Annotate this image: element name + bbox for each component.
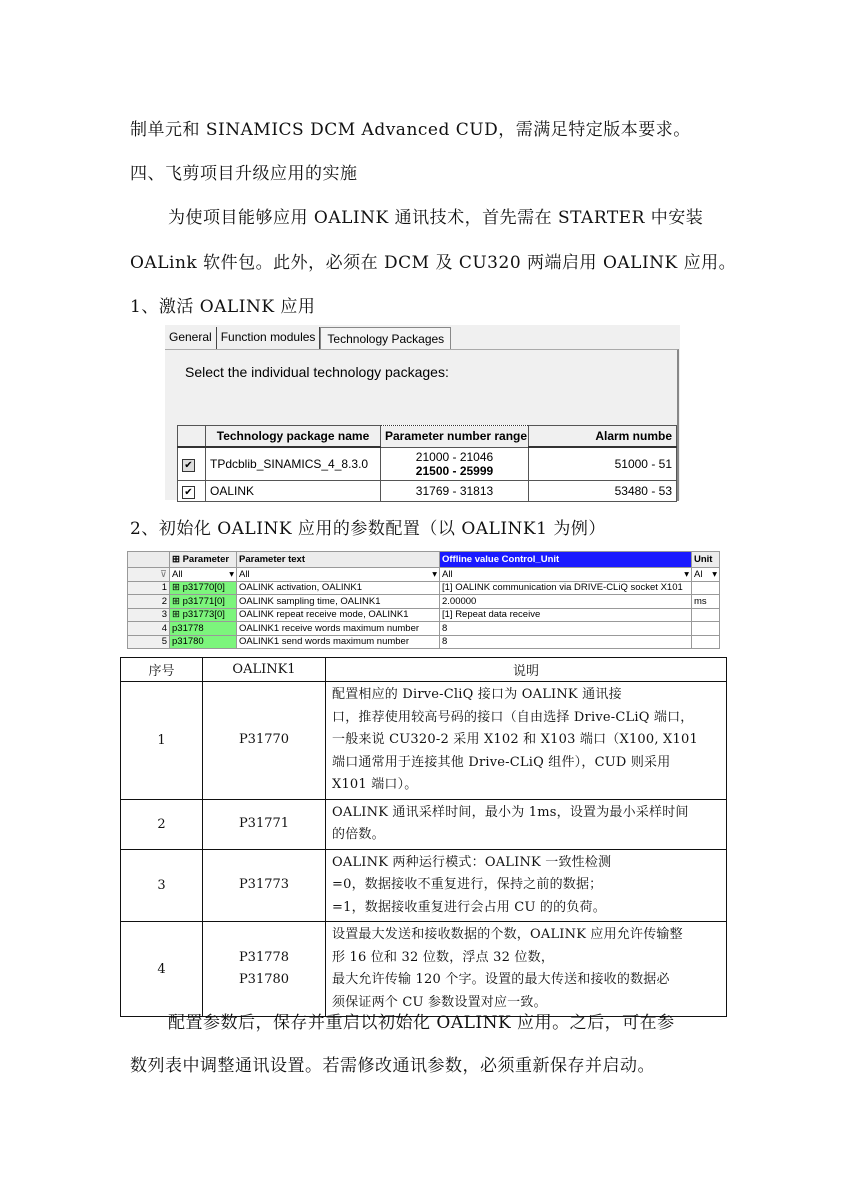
table-row	[121, 799, 727, 849]
description-line: 口，推荐使用较高号码的接口（自由选择 Drive-CLiQ 端口，	[332, 709, 694, 725]
tab-function-modules[interactable]: Function modules	[217, 327, 321, 349]
row-index: 3	[128, 608, 170, 622]
unit	[692, 622, 720, 636]
description-line: =1，数据接收重复进行会占用 CU 的的负荷。	[332, 899, 606, 915]
description-line: 形 16 位和 32 位数，浮点 32 位数，	[332, 949, 555, 965]
description-cell	[326, 922, 727, 1017]
parameter-cell	[203, 682, 326, 800]
paragraph: OALink 软件包。此外，必须在 DCM 及 CU320 两端启用 OALINK 应用。	[130, 253, 737, 273]
column-header[interactable]: Unit	[692, 552, 720, 568]
description-table	[120, 657, 727, 1017]
alarm-range: 53480 - 53	[529, 481, 677, 502]
column-header[interactable]: ⊞ Parameter	[170, 552, 237, 568]
filter-select[interactable]: All ▾	[170, 568, 237, 582]
description-cell	[326, 799, 727, 849]
column-header: 说明	[326, 658, 727, 682]
checkbox-column-header	[178, 426, 206, 448]
row-index: 5	[128, 635, 170, 649]
column-header: OALINK1	[203, 658, 326, 682]
tab-bar	[165, 327, 451, 349]
unit: ms	[692, 595, 720, 609]
description-cell	[326, 682, 727, 800]
row-index: 4	[128, 622, 170, 636]
tab-panel	[165, 349, 679, 501]
description-line: 设置最大发送和接收数据的个数，OALINK 应用允许传输整	[332, 927, 683, 942]
subheading: 2、初始化 OALINK 应用的参数配置（以 OALINK1 为例）	[130, 519, 606, 539]
param-range: 21000 - 21046	[415, 449, 494, 464]
paragraph: 数列表中调整通讯设置。若需修改通讯参数，必须重新保存并启动。	[130, 1056, 655, 1076]
parameter-id: P31771	[238, 816, 290, 831]
paragraph: 配置参数后，保存并重启以初始化 OALINK 应用。之后，可在参	[168, 1013, 675, 1033]
parameter-text: OALINK activation, OALINK1	[237, 581, 440, 595]
parameter-cell	[203, 849, 326, 922]
technology-packages-dialog	[165, 325, 680, 500]
filter-select[interactable]: All ▾	[440, 568, 692, 582]
parameter-id: ⊞ p31771[0]	[170, 595, 237, 609]
filter-icon[interactable]: ⊽	[128, 568, 170, 582]
description-line: 最大允许传输 120 个字。设置的最大传送和接收的数据必	[332, 972, 670, 987]
parameter-cell	[203, 799, 326, 849]
description-cell	[326, 849, 727, 922]
offline-value[interactable]: [1] Repeat data receive	[440, 608, 692, 622]
paragraph: 为使项目能够应用 OALINK 通讯技术，首先需在 STARTER 中安装	[168, 208, 704, 228]
parameter-id: ⊞ p31770[0]	[170, 581, 237, 595]
column-header[interactable]: Offline value Control_Unit	[440, 552, 692, 568]
parameter-list	[127, 551, 720, 653]
column-header[interactable]: Alarm numbe	[529, 426, 677, 448]
table-row[interactable]	[128, 595, 720, 609]
package-name: OALINK	[206, 481, 381, 502]
parameter-id: ⊞ p31773[0]	[170, 608, 237, 622]
row-number: 1	[121, 682, 203, 800]
description-line: 须保证两个 CU 参数设置对应一致。	[332, 994, 547, 1010]
parameter-text: OALINK repeat receive mode, OALINK1	[237, 608, 440, 622]
unit	[692, 608, 720, 622]
row-index: 2	[128, 595, 170, 609]
parameter-text: OALINK sampling time, OALINK1	[237, 595, 440, 609]
offline-value[interactable]: 2.00000	[440, 595, 692, 609]
column-header[interactable]: Parameter number range	[381, 426, 529, 448]
row-number: 2	[121, 799, 203, 849]
filter-select[interactable]: Al ▾	[692, 568, 720, 582]
description-line: =0，数据接收不重复进行，保持之前的数据；	[332, 877, 603, 892]
instruction-label: Select the individual technology packages:	[185, 364, 449, 380]
parameter-text: OALINK1 receive words maximum number	[237, 622, 440, 636]
parameter-id: p31778	[170, 622, 237, 636]
checkbox[interactable]: ✔	[182, 486, 195, 499]
column-header[interactable]: Technology package name	[206, 426, 381, 448]
description-line: 的倍数。	[332, 827, 385, 842]
offline-value[interactable]: 8	[440, 635, 692, 649]
package-name: TPdcblib_SINAMICS_4_8.3.0	[206, 447, 381, 481]
section-heading: 四、飞剪项目升级应用的实施	[130, 164, 358, 184]
parameter-id: p31780	[170, 635, 237, 649]
table-row[interactable]	[128, 622, 720, 636]
row-number: 4	[121, 922, 203, 1017]
table-row[interactable]	[128, 581, 720, 595]
table-row[interactable]	[128, 608, 720, 622]
parameter-id: P31778	[238, 950, 290, 965]
tab-general[interactable]: General	[165, 327, 217, 349]
paragraph: 制单元和 SINAMICS DCM Advanced CUD，需满足特定版本要求。	[130, 120, 691, 140]
unit	[692, 635, 720, 649]
description-line: 配置相应的 Dirve-CliQ 接口为 OALINK 通讯接	[332, 687, 622, 702]
table-row	[121, 922, 727, 1017]
tab-technology-packages[interactable]: Technology Packages	[320, 327, 451, 349]
unit	[692, 581, 720, 595]
description-line: OALINK 两种运行模式：OALINK 一致性检测	[332, 854, 612, 870]
column-header: 序号	[121, 658, 203, 682]
table-row	[121, 682, 727, 800]
row-index: 1	[128, 581, 170, 595]
table-row[interactable]	[128, 635, 720, 649]
table-row	[178, 447, 677, 481]
alarm-range: 51000 - 51	[529, 447, 677, 481]
param-range: 21500 - 25999	[415, 463, 494, 478]
parameter-id: P31773	[238, 877, 290, 893]
packages-table	[177, 425, 677, 502]
parameter-id: P31780	[238, 972, 290, 987]
column-header[interactable]: Parameter text	[237, 552, 440, 568]
row-number: 3	[121, 849, 203, 922]
description-line: 端口通常用于连接其他 Drive-CLiQ 组件），CUD 则采用	[332, 754, 671, 770]
param-range: 31769 - 31813	[381, 481, 529, 502]
checkbox[interactable]: ✔	[182, 459, 195, 472]
subheading: 1、激活 OALINK 应用	[130, 297, 316, 317]
description-line: OALINK 通讯采样时间，最小为 1ms，设置为最小采样时间	[332, 804, 689, 820]
offline-value[interactable]: [1] OALINK communication via DRIVE-CLiQ socket X101	[440, 581, 692, 595]
parameter-table	[127, 551, 720, 649]
table-row	[121, 849, 727, 922]
offline-value[interactable]: 8	[440, 622, 692, 636]
description-line: X101 端口）。	[332, 777, 418, 792]
parameter-id: P31770	[238, 732, 290, 748]
table-row	[178, 481, 677, 502]
parameter-cell	[203, 922, 326, 1017]
parameter-text: OALINK1 send words maximum number	[237, 635, 440, 649]
description-line: 一般来说 CU320-2 采用 X102 和 X103 端口（X100, X101	[332, 732, 698, 747]
filter-select[interactable]: All ▾	[237, 568, 440, 582]
